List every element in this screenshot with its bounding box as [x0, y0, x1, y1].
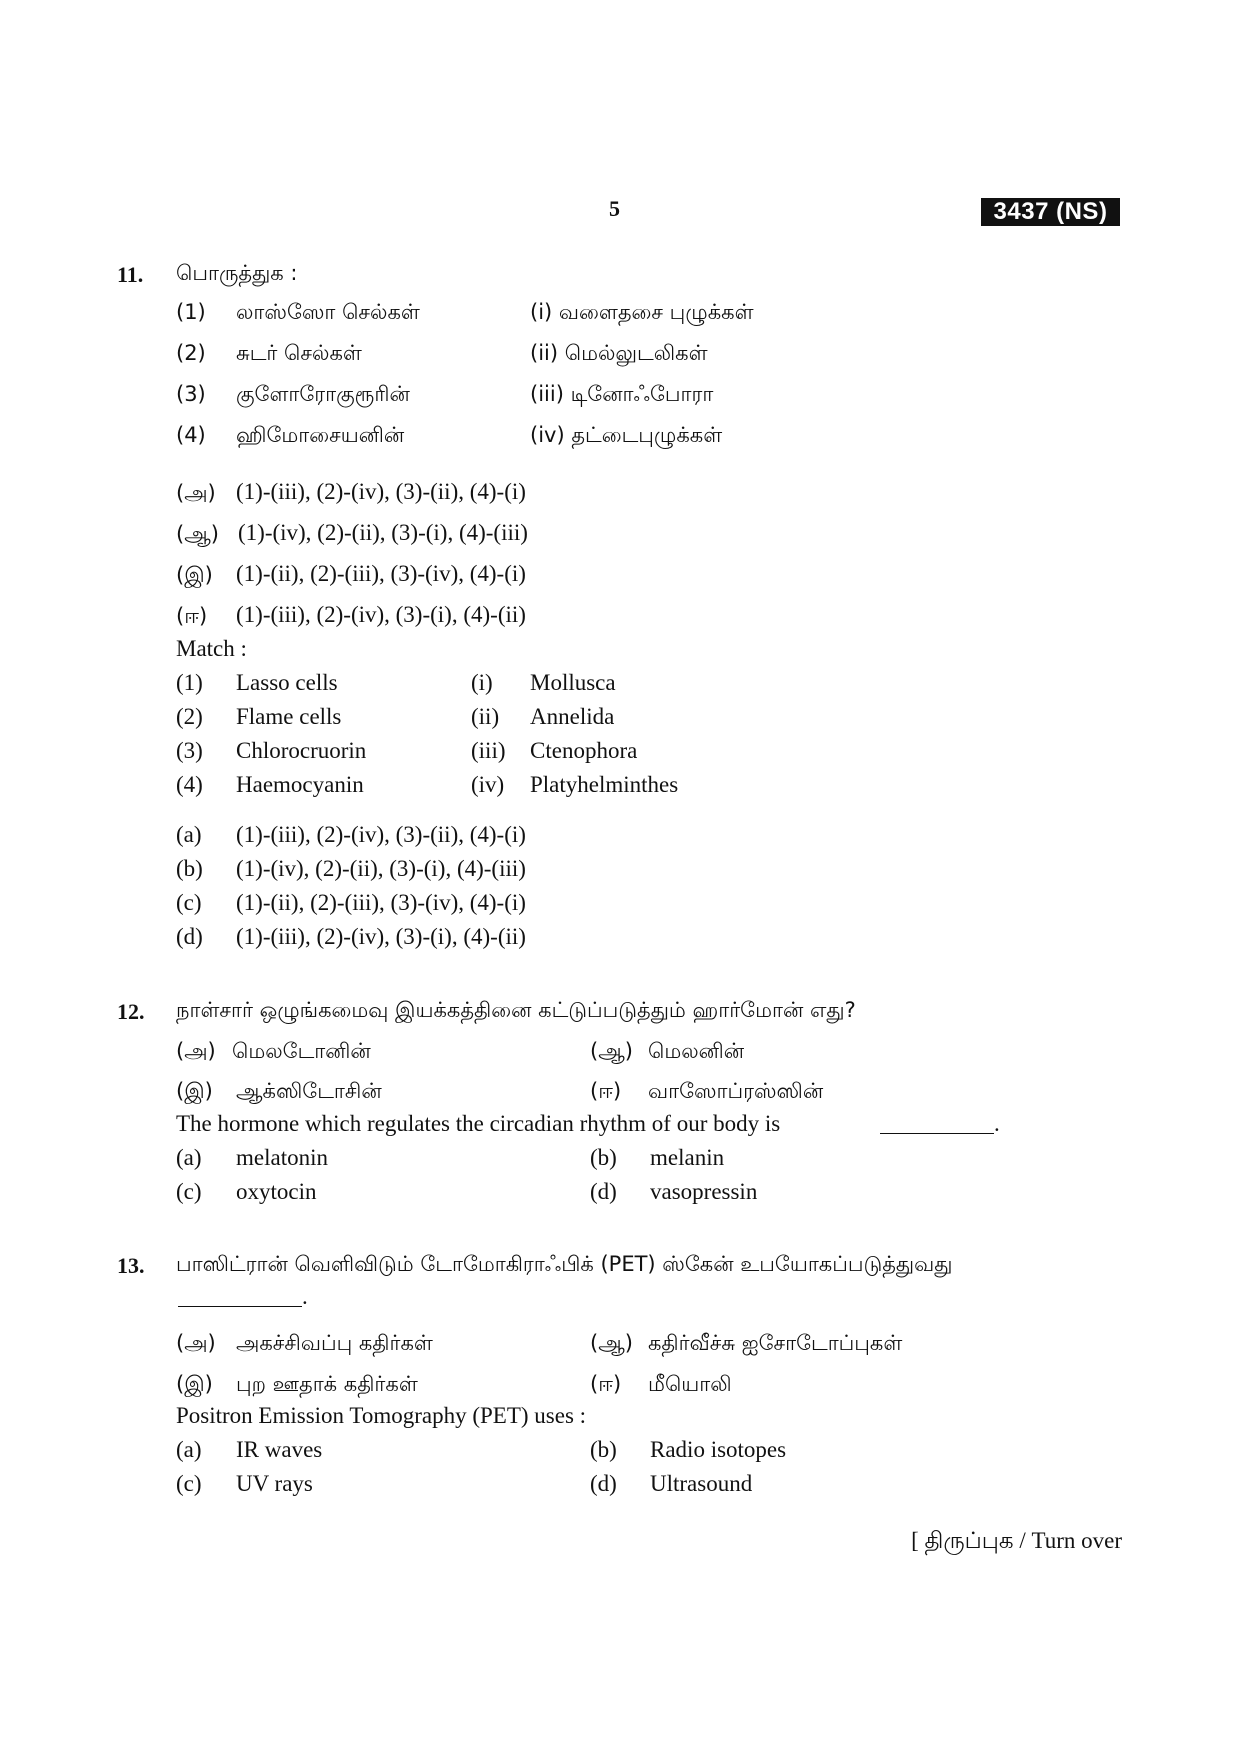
q11-ta-option-label: (அ) — [176, 481, 216, 505]
q11-ta-instruction: பொருத்துக : — [176, 261, 298, 285]
q11-ta-left-item: ஹிமோசையனின் — [236, 423, 405, 447]
q11-en-option-text: (1)-(ii), (2)-(iii), (3)-(iv), (4)-(i) — [236, 890, 526, 915]
q11-ta-left-idx: (2) — [176, 341, 206, 365]
q11-en-left-idx: (4) — [176, 772, 203, 797]
q11-en-right-item: Annelida — [530, 704, 615, 729]
q12-ta-option-label: (ஆ) — [590, 1039, 633, 1063]
q11-ta-left-item: சுடர் செல்கள் — [236, 341, 362, 365]
q12-en-question: The hormone which regulates the circadian rhythm of our body is — [176, 1111, 781, 1136]
q11-en-left-item: Lasso cells — [236, 670, 338, 695]
q11-en-right-item: Mollusca — [530, 670, 616, 695]
q12-ta-option-text: வாஸோப்ரஸ்ஸின் — [648, 1079, 824, 1103]
answer-blank-line — [178, 1306, 302, 1307]
q11-ta-left-item: குளோரோகுரூரின் — [236, 382, 410, 406]
q12-en-option-text: melanin — [650, 1145, 725, 1170]
q12-en-option-text: vasopressin — [650, 1179, 758, 1204]
q11-ta-option-label: (இ) — [176, 563, 213, 587]
q11-en-option-label: (c) — [176, 890, 202, 915]
q11-en-left-idx: (2) — [176, 704, 203, 729]
q11-ta-option-text: (1)-(iii), (2)-(iv), (3)-(ii), (4)-(i) — [236, 479, 526, 504]
q12-en-option-label: (c) — [176, 1179, 202, 1204]
q12-ta-option-text: மெலனின் — [648, 1039, 745, 1063]
q11-en-instruction: Match : — [176, 636, 247, 661]
q13-ta-question: பாஸிட்ரான் வெளிவிடும் டோமோகிராஃபிக் (PET) ஸ்கேன் உபயோகப்படுத்துவது — [176, 1252, 953, 1276]
turn-over-note: [ திருப்புக / Turn over — [911, 1528, 1122, 1553]
q12-ta-option-label: (இ) — [176, 1079, 213, 1103]
q11-en-left-item: Chlorocruorin — [236, 738, 367, 763]
q11-ta-option-text: (1)-(iii), (2)-(iv), (3)-(i), (4)-(ii) — [236, 602, 526, 627]
q11-en-left-item: Flame cells — [236, 704, 342, 729]
q11-en-left-item: Haemocyanin — [236, 772, 364, 797]
q13-en-question: Positron Emission Tomography (PET) uses : — [176, 1403, 587, 1428]
q13-en-option-text: Ultrasound — [650, 1471, 753, 1496]
q11-en-option-text: (1)-(iii), (2)-(iv), (3)-(i), (4)-(ii) — [236, 924, 526, 949]
q11-ta-left-idx: (4) — [176, 423, 206, 447]
q13-en-option-text: UV rays — [236, 1471, 313, 1496]
q11-en-right-idx: (ii) — [471, 704, 500, 729]
q13-ta-option-label: (ஆ) — [590, 1331, 633, 1355]
q12-en-option-text: melatonin — [236, 1145, 328, 1170]
q11-en-left-idx: (1) — [176, 670, 203, 695]
q13-en-option-text: IR waves — [236, 1437, 323, 1462]
paper-code-badge: 3437 (NS) — [981, 198, 1120, 226]
q13-ta-option-label: (இ) — [176, 1372, 213, 1396]
q11-en-right-item: Ctenophora — [530, 738, 638, 763]
q11-en-right-idx: (iii) — [471, 738, 506, 763]
q11-ta-right-item: (iv) தட்டைபுழுக்கள் — [530, 423, 723, 447]
q11-en-option-label: (d) — [176, 924, 203, 949]
q12-ta-option-text: ஆக்ஸிடோசின் — [236, 1079, 382, 1103]
q13-ta-option-text: புற ஊதாக் கதிர்கள் — [236, 1372, 418, 1396]
q11-ta-left-item: லாஸ்ஸோ செல்கள் — [236, 300, 420, 324]
q11-en-right-idx: (i) — [471, 670, 493, 695]
question-12-number: 12. — [117, 999, 145, 1024]
q13-ta-question-end: . — [302, 1284, 308, 1309]
answer-blank-line — [880, 1133, 994, 1134]
q13-ta-option-text: கதிர்வீச்சு ஐசோடோப்புகள் — [648, 1331, 903, 1355]
q12-en-option-text: oxytocin — [236, 1179, 317, 1204]
q13-en-option-label: (c) — [176, 1471, 202, 1496]
q11-ta-right-item: (i) வளைதசை புழுக்கள் — [530, 300, 754, 324]
q11-ta-left-idx: (1) — [176, 300, 206, 324]
q11-en-left-idx: (3) — [176, 738, 203, 763]
q13-ta-option-label: (ஈ) — [590, 1372, 622, 1396]
q11-en-option-text: (1)-(iii), (2)-(iv), (3)-(ii), (4)-(i) — [236, 822, 526, 847]
q13-en-option-label: (b) — [590, 1437, 617, 1462]
q13-en-option-label: (a) — [176, 1437, 202, 1462]
q12-ta-option-label: (ஈ) — [590, 1079, 622, 1103]
q11-en-right-item: Platyhelminthes — [530, 772, 679, 797]
q13-en-option-text: Radio isotopes — [650, 1437, 787, 1462]
q13-ta-option-text: மீயொலி — [648, 1372, 732, 1396]
q11-ta-left-idx: (3) — [176, 382, 206, 406]
q11-ta-option-text: (1)-(iv), (2)-(ii), (3)-(i), (4)-(iii) — [238, 520, 528, 545]
q11-ta-option-label: (ஈ) — [176, 604, 208, 628]
q13-ta-option-label: (அ) — [176, 1331, 216, 1355]
q11-ta-option-text: (1)-(ii), (2)-(iii), (3)-(iv), (4)-(i) — [236, 561, 526, 586]
q11-en-right-idx: (iv) — [471, 772, 505, 797]
q11-ta-right-item: (ii) மெல்லுடலிகள் — [530, 341, 708, 365]
question-11-number: 11. — [117, 262, 144, 287]
q13-en-option-label: (d) — [590, 1471, 617, 1496]
page-number: 5 — [609, 196, 620, 221]
q12-en-option-label: (d) — [590, 1179, 617, 1204]
q11-en-option-label: (a) — [176, 822, 202, 847]
q12-ta-question: நாள்சார் ஒழுங்கமைவு இயக்கத்தினை கட்டுப்படுத்தும் ஹார்மோன் எது? — [176, 998, 856, 1022]
q12-ta-option-label: (அ) — [176, 1039, 216, 1063]
q11-ta-option-label: (ஆ) — [176, 522, 219, 546]
question-13-number: 13. — [117, 1253, 145, 1278]
q13-ta-option-text: அகச்சிவப்பு கதிர்கள் — [236, 1331, 433, 1355]
q12-en-option-label: (b) — [590, 1145, 617, 1170]
q12-en-option-label: (a) — [176, 1145, 202, 1170]
q11-en-option-label: (b) — [176, 856, 203, 881]
q11-ta-right-item: (iii) டினோஃபோரா — [530, 382, 714, 406]
q11-en-option-text: (1)-(iv), (2)-(ii), (3)-(i), (4)-(iii) — [236, 856, 526, 881]
q12-ta-option-text: மெலடோனின் — [232, 1039, 371, 1063]
q12-en-question-end: . — [994, 1111, 1000, 1136]
